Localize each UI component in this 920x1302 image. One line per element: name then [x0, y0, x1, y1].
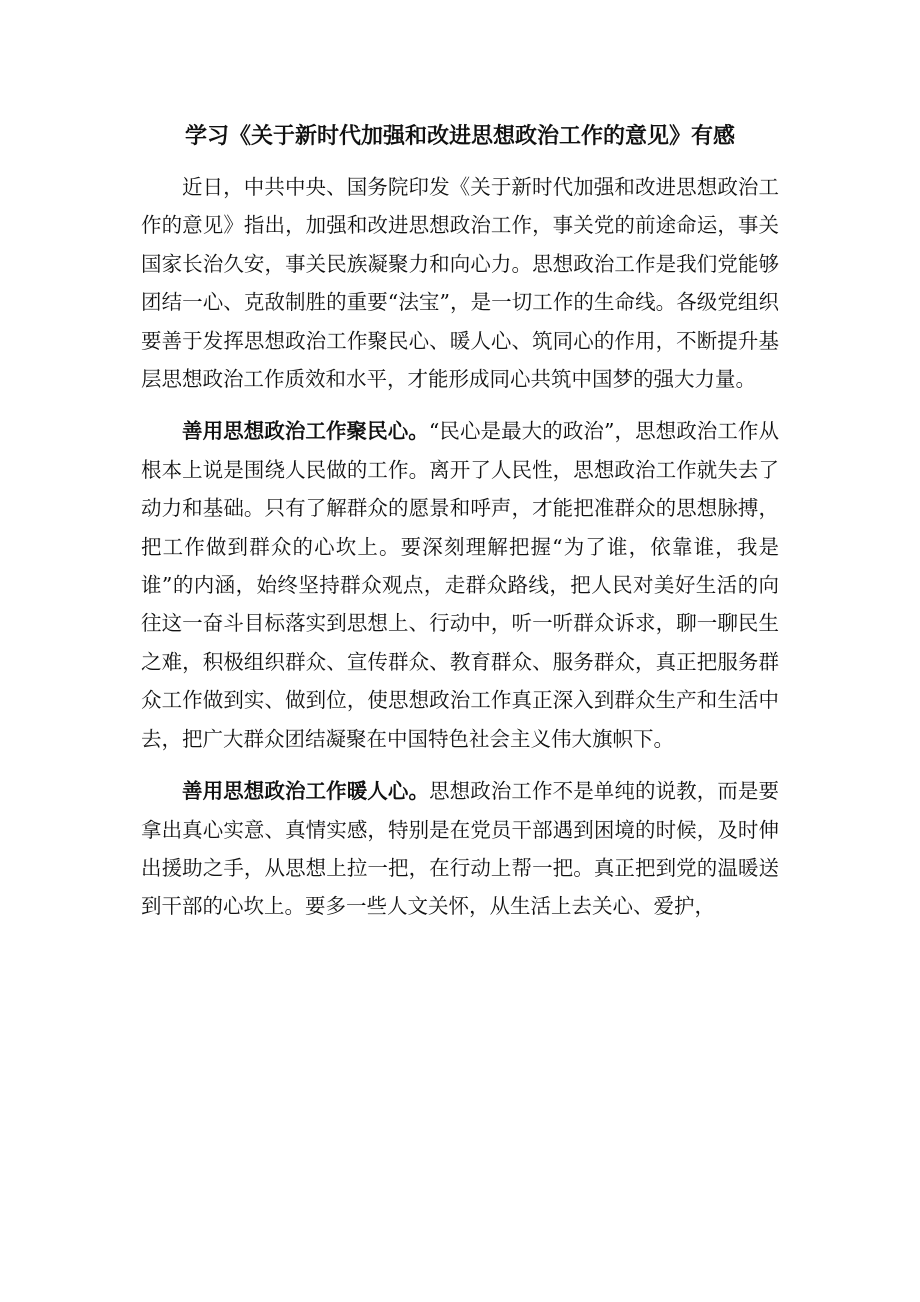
section-paragraph-1	[141, 412, 779, 758]
intro-paragraph: 近日，中共中央、国务院印发《关于新时代加强和改进思想政治工作的意见》指出，加强和改进思想政治工作，事关党的前途命运，事关国家长治久安，事关民族凝聚力和向心力。思想政治工作是我们党能够团结一心、克敌制胜的重要“法宝”，是一切工作的生命线。各级党组织要善于发挥思想政治工作聚民心、暖人心、筑同心的作用，不断提升基层思想政治工作质效和水平，才能形成同心共筑中国梦的强大力量。	[141, 175, 779, 392]
section-heading-1: 善用思想政治工作聚民心。	[182, 419, 429, 444]
document-title: 学习《关于新时代加强和改进思想政治工作的意见》有感	[184, 124, 735, 149]
section-body-1: “民心是最大的政治”，思想政治工作从根本上说是围绕人民做的工作。离开了人民性，思想政治工作就失去了动力和基础。只有了解群众的愿景和呼声，才能把准群众的思想脉搏，把工作做到群众的心坎上。要深刻理解把握“为了谁，依靠谁，我是谁”的内涵，始终坚持群众观点，走群众路线，把人民对美好生活的向往这一奋斗目标落实到思想上、行动中，听一听群众诉求，聊一聊民生之难，积极组织群众、宣传群众、教育群众、服务群众，真正把服务群众工作做到实、做到位，使思想政治工作真正深入到群众生产和生活中去，把广大群众团结凝聚在中国特色社会主义伟大旗帜下。	[141, 419, 779, 751]
section-heading-2: 善用思想政治工作暖人心。	[182, 779, 430, 804]
section-body-2: 思想政治工作不是单纯的说教，而是要拿出真心实意、真情实感，特别是在党员干部遇到困境的时候，及时伸出援助之手，从思想上拉一把，在行动上帮一把。真正把到党的温暖送到干部的心坎上。要多一些人文关怀，从生活上去关心、爱护，	[141, 779, 780, 919]
section-paragraph-2	[141, 772, 779, 926]
